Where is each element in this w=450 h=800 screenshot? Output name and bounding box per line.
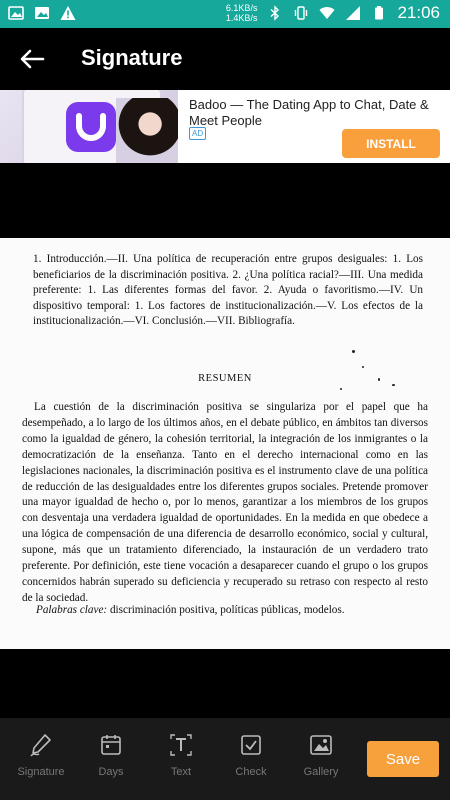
checkbox-icon bbox=[238, 732, 264, 758]
calendar-icon bbox=[98, 732, 124, 758]
ad-title[interactable]: Badoo — The Dating App to Chat, Date & Meet People bbox=[189, 97, 429, 128]
bottom-toolbar bbox=[0, 718, 450, 800]
document-preview[interactable] bbox=[0, 238, 450, 649]
clock: 21:06 bbox=[397, 3, 440, 22]
tool-label: Text bbox=[170, 766, 192, 778]
battery-icon bbox=[371, 5, 387, 21]
scan-speck bbox=[340, 388, 342, 390]
keywords-label: Palabras clave: bbox=[36, 604, 108, 616]
page-title: Signature bbox=[81, 45, 183, 70]
signal-icon bbox=[345, 5, 361, 21]
scan-speck bbox=[352, 350, 355, 353]
tool-check[interactable] bbox=[216, 732, 286, 778]
arrow-left-icon[interactable] bbox=[18, 45, 46, 73]
wifi-icon bbox=[319, 5, 335, 21]
document-keywords bbox=[36, 604, 426, 616]
document-heading: RESUMEN bbox=[198, 373, 252, 384]
tool-label: Check bbox=[235, 766, 267, 778]
bluetooth-icon bbox=[267, 5, 283, 21]
alert-icon bbox=[60, 5, 76, 21]
status-bar bbox=[0, 0, 450, 28]
scan-speck bbox=[362, 366, 364, 368]
keywords-text: discriminación positiva, políticas públicas, modelos. bbox=[109, 604, 345, 616]
tool-label: Days bbox=[98, 766, 124, 778]
ad-banner[interactable] bbox=[0, 90, 450, 163]
ad-badge: AD bbox=[189, 127, 206, 140]
scan-speck bbox=[392, 384, 395, 386]
save-button[interactable]: Save bbox=[367, 741, 439, 777]
install-button[interactable]: INSTALL bbox=[342, 129, 440, 158]
badoo-logo-icon bbox=[66, 102, 116, 152]
gallery-icon bbox=[34, 5, 50, 21]
app-bar bbox=[0, 28, 450, 90]
document-toc: 1. Introducción.—II. Una política de recuperación entre grupos desiguales: 1. Los beneficiarios de la discriminación positiva. 2. ¿Una política racial?—III. Una medida preferente: 1. Las diferentes formas del favor. 2. Ayuda o favoritismo.—IV. Un dispositivo temporal: 1. Los factores de institucionalización.—V. Los efectos de la institucionalización.—VI. Conclusión.—VII. Bibliografía. bbox=[33, 253, 423, 328]
tool-days[interactable] bbox=[76, 732, 146, 778]
ad-photo bbox=[116, 98, 178, 163]
image-icon bbox=[308, 732, 334, 758]
pen-icon bbox=[28, 732, 54, 758]
tool-signature[interactable] bbox=[6, 732, 76, 778]
scan-speck bbox=[378, 378, 380, 381]
tool-label: Signature bbox=[17, 766, 65, 778]
net-speed: 6.1KB/s 1.4KB/s bbox=[225, 3, 258, 23]
gallery-icon bbox=[8, 5, 24, 21]
text-icon bbox=[168, 732, 194, 758]
tool-text[interactable] bbox=[146, 732, 216, 778]
ad-image[interactable] bbox=[0, 90, 178, 163]
vibrate-icon bbox=[293, 5, 309, 21]
tool-label: Gallery bbox=[303, 766, 339, 778]
tool-gallery[interactable] bbox=[286, 732, 356, 778]
document-abstract: La cuestión de la discriminación positiva se singulariza por el papel que ha desempeñado, a lo largo de los últimos años, en el debate público, en ámbitos tan diversos como la igualdad de género, la cohesión territorial, la integración de los inmigrantes o la democratización de la enseñanza. Tanto en el derecho internacional como en las legislaciones nacionales, la discriminación positiva es el instrumento clave de una política de reducción de las desigualdades entre los diferentes grupos sociales. Pretende promover una mayor igualdad de hecho o, por lo menos, garantizar a los miembros de los grupos con desventaja una verdadera igualdad de oportunidades. En la medida en que obedece a una lógica de compensación de una diferencia de desarrollo económico, social y cultural, supone, más que un tratamiento diferenciado, la instauración de un verdadero trato preferente. Por definición, este tiene vocación a desaparecer cuando el grupo o los grupos concernidos habrán superado su deficiencia y recuperado su retraso con respecto al resto de la sociedad. bbox=[22, 401, 428, 604]
